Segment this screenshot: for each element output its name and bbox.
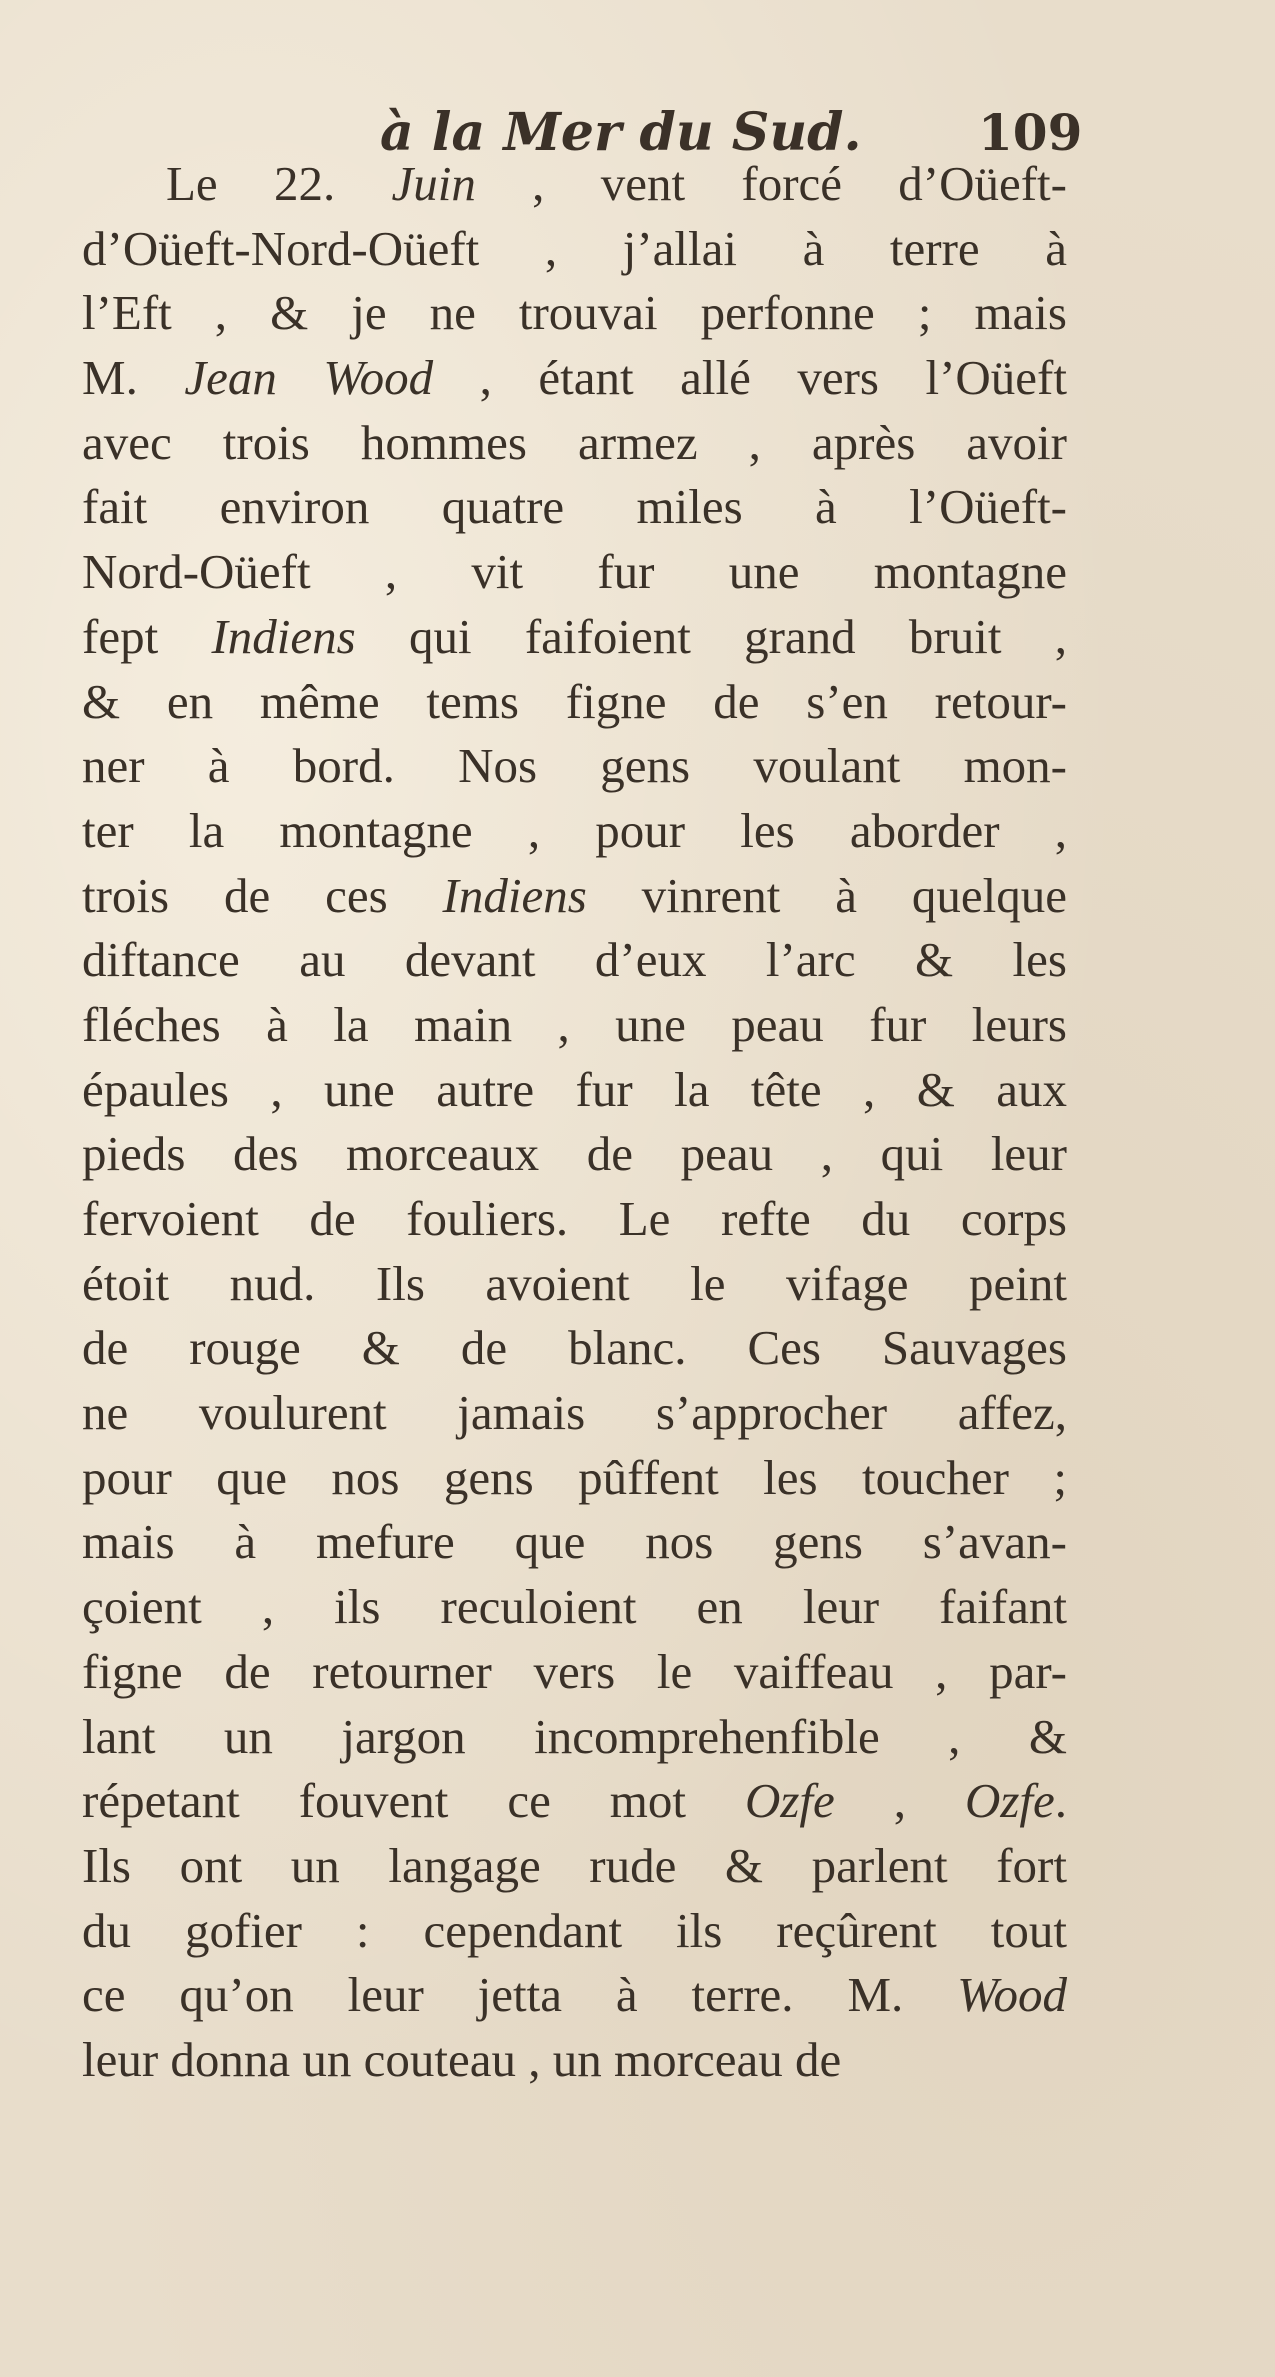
text-segment: étoit nud. Ils avoient le vifage peint bbox=[82, 1255, 1067, 1311]
italic-text: Wood bbox=[957, 1967, 1067, 2023]
text-line bbox=[82, 1381, 1067, 1446]
text-line bbox=[82, 1187, 1067, 1252]
text-line bbox=[82, 1640, 1067, 1705]
text-line bbox=[82, 993, 1067, 1058]
italic-text: Jean Wood bbox=[184, 350, 434, 406]
text-line bbox=[82, 1510, 1067, 1575]
running-head: à la Mer du Sud. bbox=[380, 102, 862, 163]
text-line bbox=[82, 346, 1067, 411]
text-segment: Ils ont un langage rude & parlent fort bbox=[82, 1837, 1067, 1893]
text-segment: mais à mefure que nos gens s’avan- bbox=[82, 1514, 1067, 1570]
text-line bbox=[82, 1316, 1067, 1381]
text-line bbox=[82, 217, 1067, 282]
text-line bbox=[82, 1769, 1067, 1834]
italic-text: Ozfe bbox=[744, 1773, 835, 1829]
text-segment: lant un jargon incomprehenfible , & bbox=[82, 1708, 1067, 1764]
italic-text: Juin bbox=[391, 156, 476, 211]
text-line bbox=[82, 475, 1067, 540]
text-line bbox=[82, 2028, 1067, 2093]
italic-text: Indiens bbox=[442, 867, 587, 923]
text-line bbox=[82, 152, 1067, 217]
text-segment: vinrent à quelque bbox=[586, 867, 1067, 923]
text-line bbox=[82, 734, 1067, 799]
text-segment: fait environ quatre miles à l’Oüeft- bbox=[82, 479, 1067, 535]
text-segment: trois de ces bbox=[82, 867, 443, 923]
text-segment: pieds des morceaux de peau , qui leur bbox=[82, 1126, 1067, 1182]
text-line bbox=[82, 1705, 1067, 1770]
text-line bbox=[82, 799, 1067, 864]
text-segment: Le 22. bbox=[166, 156, 392, 211]
text-segment: ter la montagne , pour les aborder , bbox=[82, 802, 1067, 858]
text-line bbox=[82, 281, 1067, 346]
text-line bbox=[82, 670, 1067, 735]
text-segment: , bbox=[834, 1773, 965, 1829]
text-segment: épaules , une autre fur la tête , & aux bbox=[82, 1061, 1067, 1117]
text-line bbox=[82, 864, 1067, 929]
text-segment: d’Oüeft-Nord-Oüeft , j’allai à terre à bbox=[82, 220, 1067, 276]
italic-text: Ozfe bbox=[964, 1773, 1055, 1829]
text-segment: . bbox=[1054, 1773, 1068, 1829]
body-text bbox=[82, 152, 1067, 2093]
text-segment: pour que nos gens pûffent les toucher ; bbox=[82, 1449, 1067, 1505]
text-segment: figne de retourner vers le vaiffeau , par- bbox=[82, 1643, 1067, 1699]
text-segment: & en même tems figne de s’en retour- bbox=[82, 673, 1067, 729]
text-segment: M. bbox=[82, 350, 185, 406]
text-segment: du gofier : cependant ils reçûrent tout bbox=[82, 1902, 1067, 1958]
text-line bbox=[82, 1899, 1067, 1964]
text-segment: ner à bord. Nos gens voulant mon- bbox=[82, 738, 1067, 794]
text-segment: diftance au devant d’eux l’arc & les bbox=[82, 932, 1067, 988]
text-segment: ce qu’on leur jetta à terre. M. bbox=[82, 1967, 958, 2023]
page-number: 109 bbox=[978, 103, 1083, 162]
text-line bbox=[82, 540, 1067, 605]
text-segment: fléches à la main , une peau fur leurs bbox=[82, 996, 1067, 1052]
text-segment: çoient , ils reculoient en leur faifant bbox=[82, 1579, 1067, 1635]
text-segment: leur donna un couteau , un morceau de bbox=[82, 2031, 842, 2087]
text-segment: , vent forcé d’Oüeft- bbox=[475, 156, 1067, 211]
text-segment: l’Eft , & je ne trouvai perfonne ; mais bbox=[82, 285, 1067, 341]
text-segment: Nord-Oüeft , vit fur une montagne bbox=[82, 544, 1067, 600]
text-line bbox=[82, 1252, 1067, 1317]
text-segment: ne voulurent jamais s’approcher affez, bbox=[82, 1385, 1067, 1441]
text-line bbox=[82, 1963, 1067, 2028]
text-segment: de rouge & de blanc. Ces Sauvages bbox=[82, 1320, 1067, 1376]
text-segment: fervoient de fouliers. Le refte du corps bbox=[82, 1191, 1067, 1246]
text-line bbox=[82, 1058, 1067, 1123]
text-line bbox=[82, 1122, 1067, 1187]
text-segment: avec trois hommes armez , après avoir bbox=[82, 414, 1067, 470]
text-line bbox=[82, 605, 1067, 670]
text-segment: fept bbox=[82, 608, 212, 664]
text-segment: qui faifoient grand bruit , bbox=[355, 608, 1067, 664]
text-line bbox=[82, 411, 1067, 476]
text-line bbox=[82, 1834, 1067, 1899]
text-segment: répetant fouvent ce mot bbox=[82, 1773, 745, 1829]
text-line bbox=[82, 928, 1067, 993]
text-line bbox=[82, 1446, 1067, 1511]
text-line bbox=[82, 1575, 1067, 1640]
italic-text: Indiens bbox=[211, 608, 356, 664]
text-segment: , étant allé vers l’Oüeft bbox=[433, 350, 1067, 406]
